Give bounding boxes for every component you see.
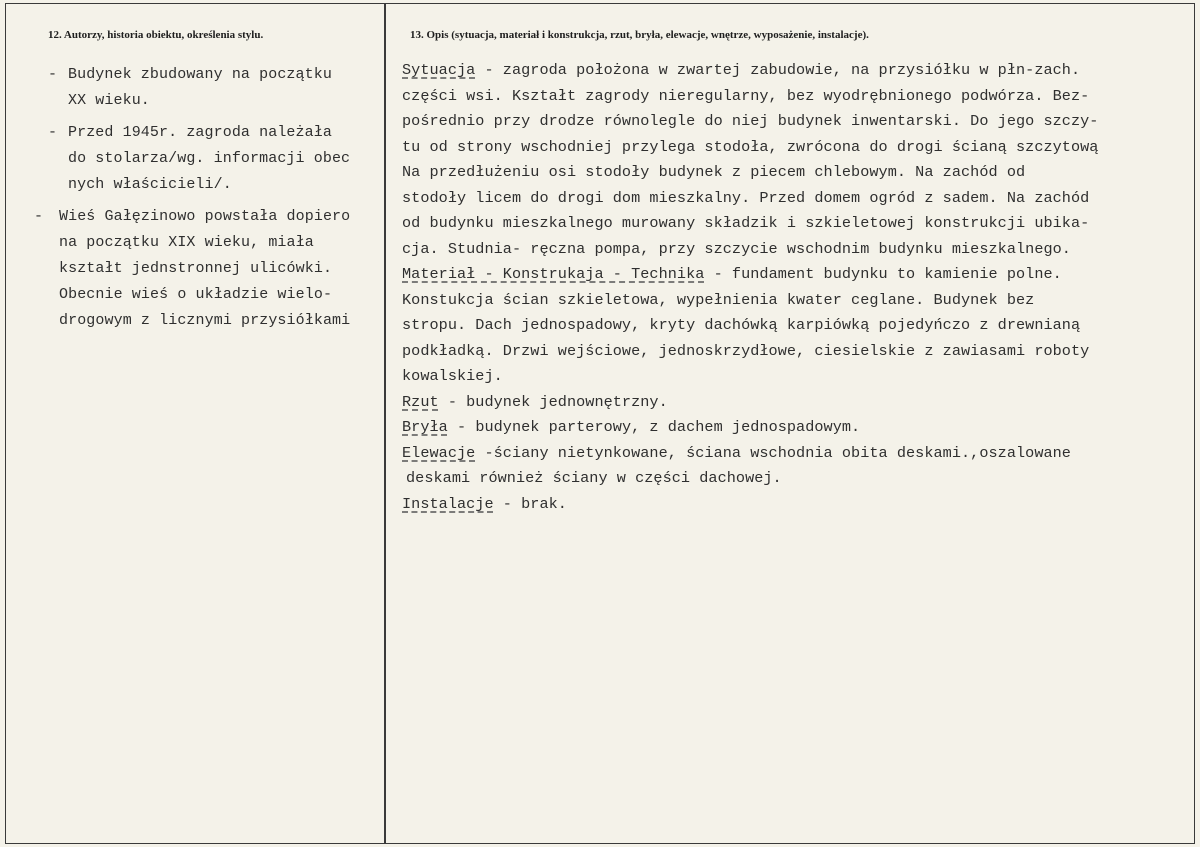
description-line: podkładką. Drzwi wejściowe, jednoskrzydłowe, ciesielskie z zawiasami roboty (402, 341, 1090, 360)
section-term: Materiał - Konstrukaja - Technika (402, 265, 705, 283)
history-entry (48, 62, 384, 114)
entry-line: Obecnie wieś o układzie wielo- (59, 286, 333, 303)
entry-line: kształt jednstronnej ulicówki. (59, 260, 333, 277)
entry-dash: - (34, 208, 44, 225)
description-line: stropu. Dach jednospadowy, kryty dachówką karpiówką pojedyńczo z drewnianą (402, 316, 1081, 334)
section-term: Instalacje (402, 494, 494, 513)
description-line: tu od strony wschodniej przylega stodoła, zwrócona do drogi ścianą szczytową (402, 137, 1099, 156)
history-column (0, 62, 384, 842)
description-text: -ściany nietynkowane, ściana wschodnia obita deskami.,oszalowane (475, 443, 1071, 462)
description-text: - budynek parterowy, z dachem jednospadowym. (447, 418, 861, 436)
section-12-heading: 12. Autorzy, historia obiektu, określenia stylu. (48, 29, 264, 41)
entry-line: Wieś Gałęzinowo powstała dopiero (59, 208, 351, 225)
history-entry (48, 120, 384, 198)
description-text: - fundament budynku to kamienie polne. (704, 265, 1062, 283)
description-line: części wsi. Kształt zagrody nieregularny, bez wyodrębnionego podwórza. Bez- (402, 86, 1090, 105)
description-line (402, 492, 1198, 518)
description-line (402, 262, 1198, 288)
section-term: Sytuacja (402, 61, 476, 79)
entry-line: XX wieku. (68, 92, 150, 109)
description-line: Na przedłużeniu osi stodoły budynek z piecem chlebowym. Na zachód od (402, 163, 1026, 181)
entry-dash: - (48, 124, 58, 141)
description-text: - brak. (493, 494, 567, 513)
description-line: cja. Studnia- ręczna pompa, przy szczycie wschodnim budynku mieszkalnego. (402, 239, 1071, 258)
description-line (402, 58, 1198, 84)
description-text: - budynek jednownętrzny. (438, 392, 668, 411)
description-line: stodoły licem do drogi dom mieszkalny. Przed domem ogród z sadem. Na zachód (402, 188, 1090, 207)
description-line: kowalskiej. (402, 367, 503, 385)
description-text: - zagroda położona w zwartej zabudowie, na przysiółku w płn-zach. (475, 61, 1081, 79)
entry-dash: - (48, 66, 58, 83)
description-line: od budynku mieszkalnego murowany składzik i szkieletowej konstrukcji ubika- (402, 214, 1090, 232)
description-line (402, 441, 1198, 467)
description-column (402, 58, 1198, 517)
section-term: Bryła (402, 418, 448, 436)
entry-line: Budynek zbudowany na początku (68, 66, 332, 83)
description-line: Konstukcja ścian szkieletowa, wypełnienia kwater ceglane. Budynek bez (402, 290, 1035, 309)
description-line (402, 390, 1198, 416)
section-13-heading: 13. Opis (sytuacja, materiał i konstrukcja, rzut, bryła, elewacje, wnętrze, wyposażenie, instalacje). (410, 29, 869, 41)
entry-line: do stolarza/wg. informacji obec (68, 150, 351, 167)
column-divider (384, 3, 386, 844)
entry-line: nych właścicieli/. (68, 176, 232, 193)
section-term: Elewacje (402, 443, 476, 462)
entry-line: drogowym z licznymi przysiółkami (59, 312, 351, 329)
history-entry (34, 204, 384, 334)
entry-line: na początku XIX wieku, miała (59, 234, 314, 251)
section-term: Rzut (402, 392, 439, 411)
entry-line: Przed 1945r. zagroda należała (68, 124, 332, 141)
description-line (402, 415, 1198, 441)
description-line: pośrednio przy drodze równolegle do niej budynek inwentarski. Do jego szczy- (402, 112, 1099, 130)
description-line: deskami również ściany w części dachowej. (406, 469, 782, 487)
